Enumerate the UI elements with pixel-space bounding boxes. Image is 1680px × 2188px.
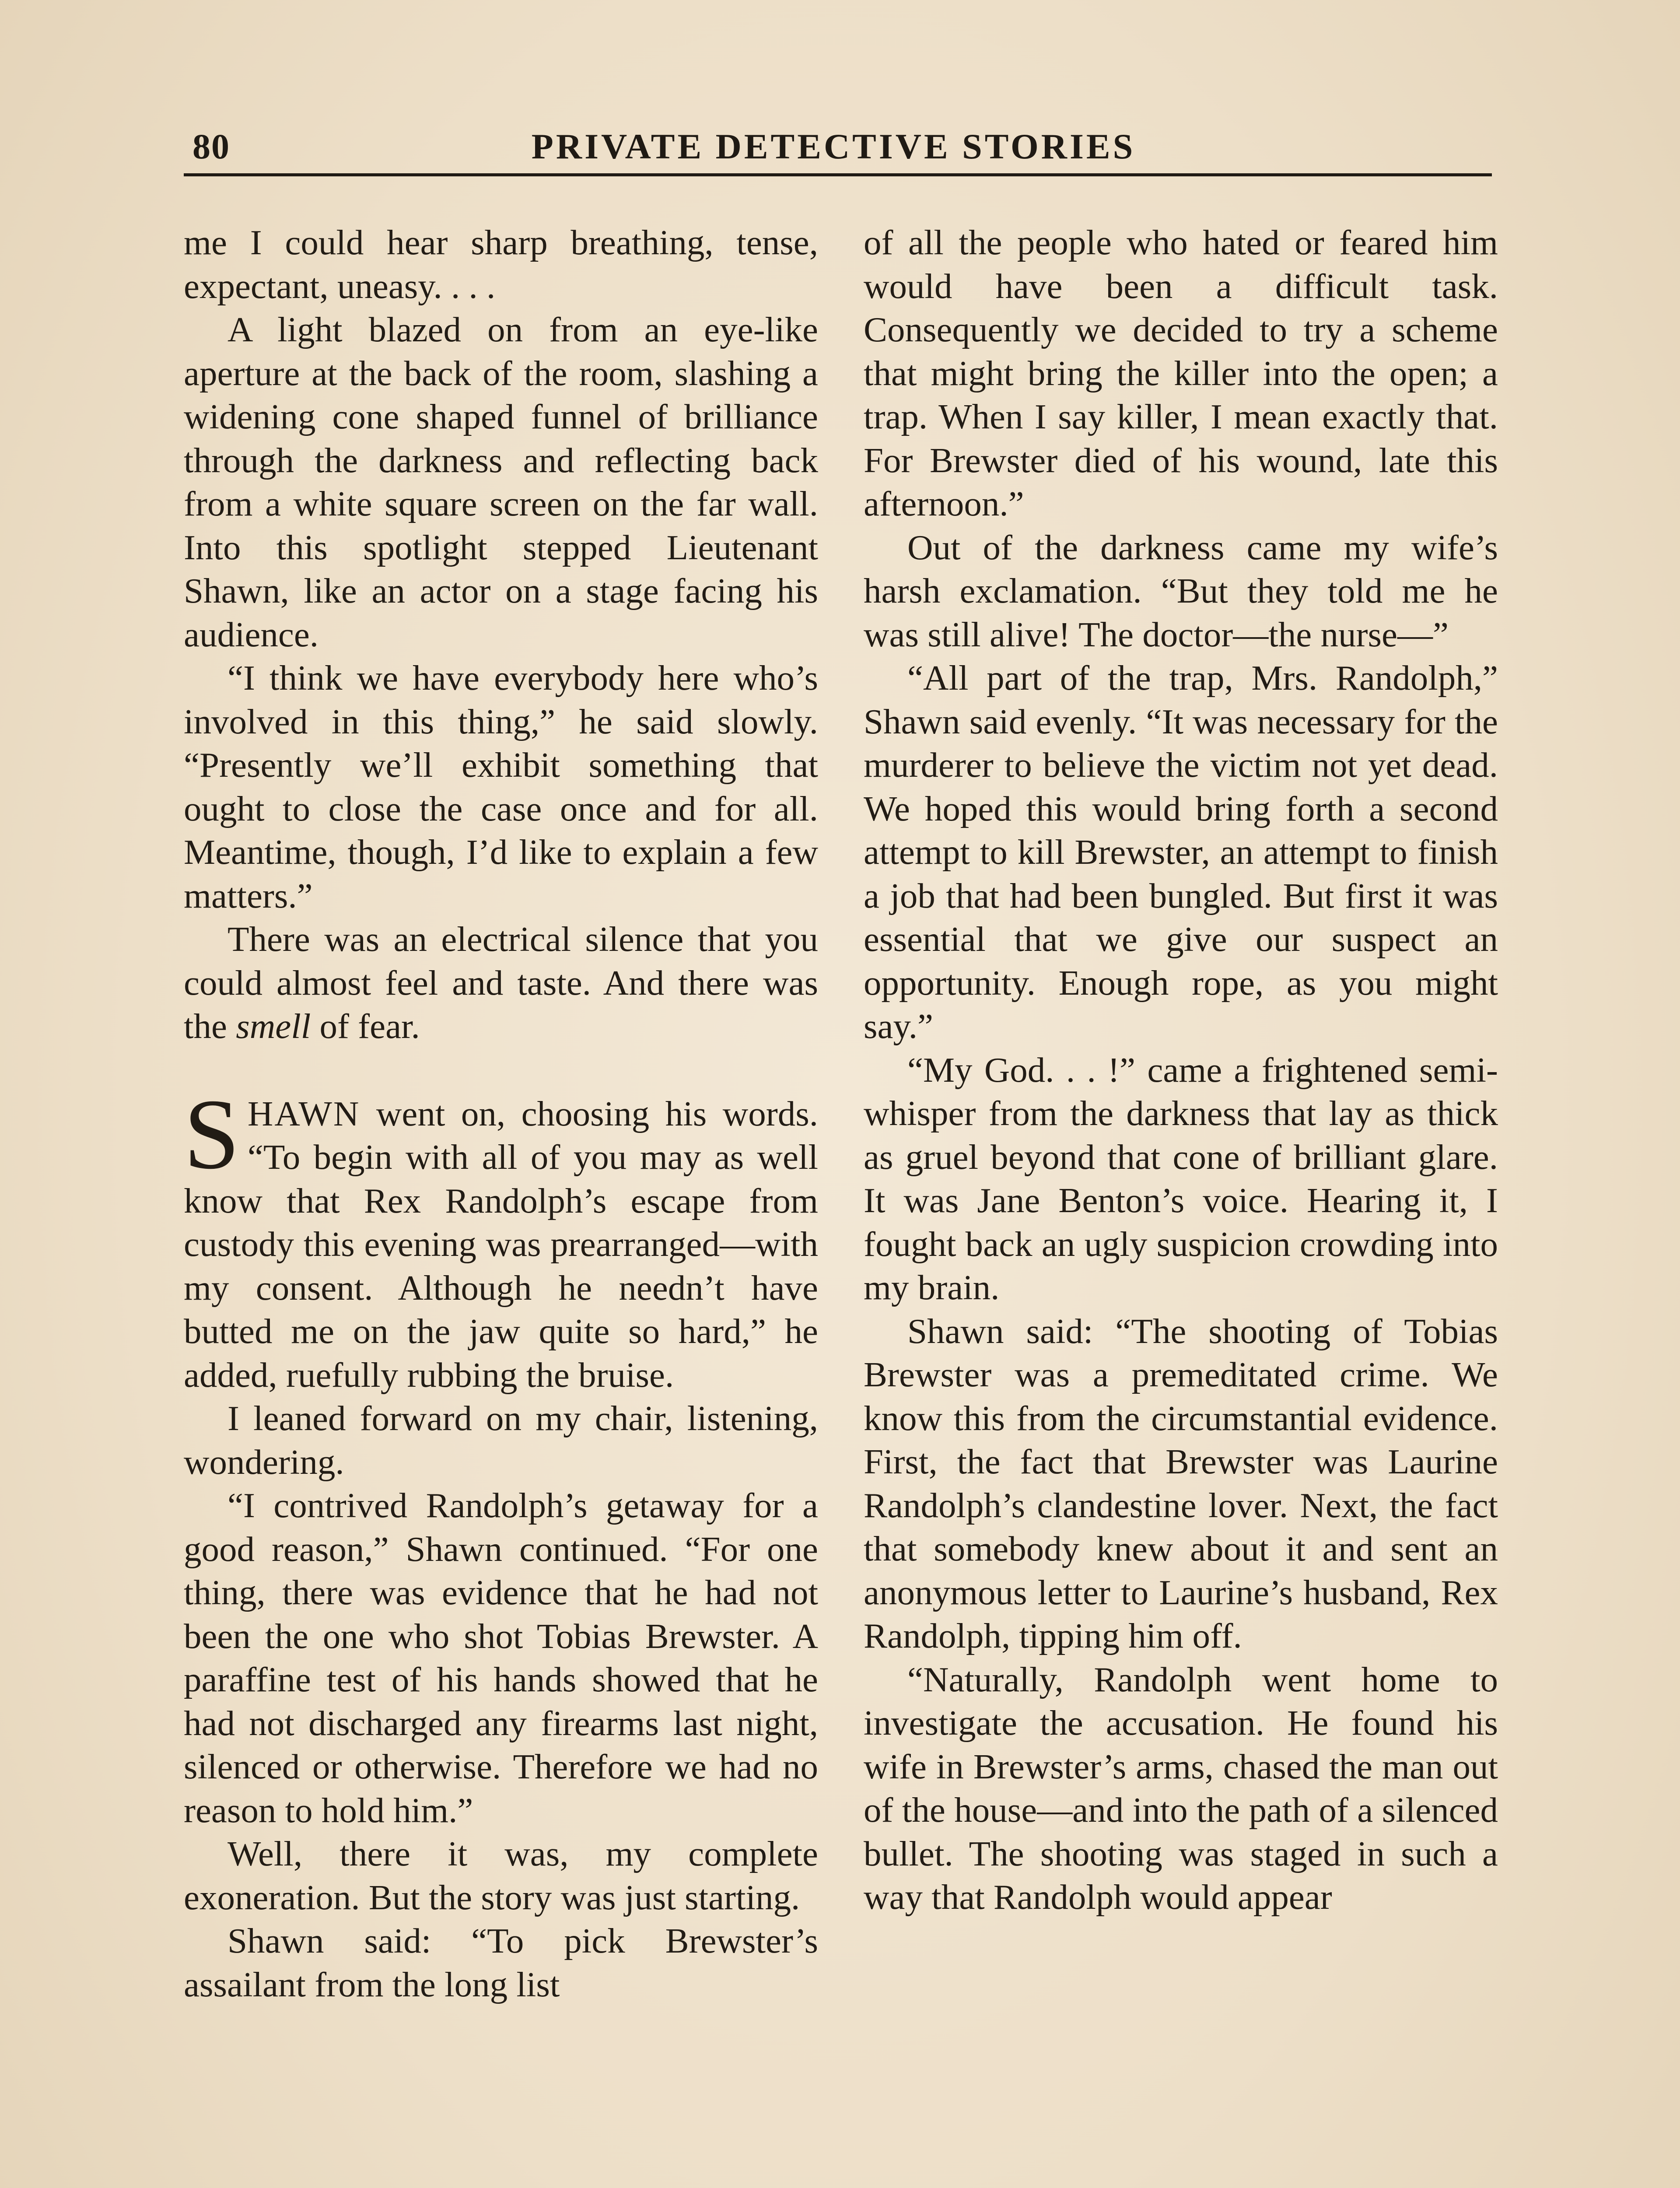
paragraph: Shawn said: “The shooting of Tobias Brewster was a premeditated crime. We know this from the circumstantial evidence. First, the fact that Brewster was Laurine Randolph’s clandestine lover. Next, the fact that somebody knew about it and sent an anonymous letter to Laurine’s husband, Rex Randolph, tipping him off. bbox=[864, 1311, 1498, 1655]
header-rule bbox=[184, 173, 1492, 176]
text-run: of fear. bbox=[311, 1006, 420, 1046]
paragraph: Shawn said: “To pick Brewster’s assailant from the long list bbox=[184, 1921, 818, 2004]
right-column bbox=[864, 221, 1498, 1919]
paragraph: “All part of the trap, Mrs. Randolph,” Shawn said evenly. “It was necessary for the murderer to believe the victim not yet dead. We hoped this would bring forth a second attempt to kill Brewster, an attempt to finish a job that had been bungled. But first it was essential that we give our suspect an opportunity. Enough rope, as you might say.” bbox=[864, 658, 1498, 1046]
text-run: There was an electrical silence that you could almost feel and taste. And there was the bbox=[184, 919, 818, 1046]
paragraph bbox=[184, 918, 818, 1048]
paragraph: I leaned forward on my chair, listening, wondering. bbox=[184, 1399, 818, 1482]
paragraph: of all the people who hated or feared him would have been a difficult task. Consequently we decided to try a scheme that might bring the killer into the open; a trap. When I say killer, I mean exactly that. For Brewster died of his wound, late this afternoon.” bbox=[864, 223, 1498, 523]
paragraph: me I could hear sharp breathing, tense, expectant, uneasy. . . . bbox=[184, 223, 818, 306]
paragraph: “My God. . . !” came a frightened semi-whisper from the darkness that lay as thick as gruel beyond that cone of brilliant glare. It was Jane Benton’s voice. Hearing it, I fought back an ugly suspicion crowding into my brain. bbox=[864, 1050, 1498, 1307]
paragraph: Well, there it was, my complete exoneration. But the story was just starting. bbox=[184, 1834, 818, 1917]
section-opening-paragraph bbox=[184, 1078, 818, 1397]
left-column bbox=[184, 221, 818, 2006]
paragraph: “I contrived Randolph’s getaway for a good reason,” Shawn continued. “For one thing, there was evidence that he had not been the one who shot Tobias Brewster. A paraffine test of his hands showed that he had not discharged any firearms last night, silenced or otherwise. Therefore we had no reason to hold him.” bbox=[184, 1486, 818, 1830]
running-head: PRIVATE DETECTIVE STORIES bbox=[531, 126, 1136, 166]
page-number: 80 bbox=[192, 126, 230, 166]
paragraph: Out of the darkness came my wife’s harsh exclamation. “But they told me he was still alive! The doctor—the nurse—” bbox=[864, 527, 1498, 654]
drop-cap: S bbox=[184, 1078, 240, 1190]
paragraph: “Naturally, Randolph went home to investigate the accusation. He found his wife in Brewster’s arms, chased the man out of the house—and into the path of a silenced bullet. The shooting was staged in such a way that Randolph would appear bbox=[864, 1659, 1498, 1917]
small-caps-word: HAWN bbox=[247, 1094, 360, 1133]
italic-word: smell bbox=[236, 1006, 311, 1046]
paragraph: A light blazed on from an eye-like aperture at the back of the room, slashing a widening cone shaped funnel of brilliance through the darkness and reflecting back from a white square screen on the far wall. Into this spotlight stepped Lieutenant Shawn, like an actor on a stage facing his audience. bbox=[184, 310, 818, 654]
paragraph: “I think we have everybody here who’s involved in this thing,” he said slowly. “Presently we’ll exhibit something that ought to close the case once and for all. Meantime, though, I’d like to explain a few matters.” bbox=[184, 658, 818, 915]
text-run: went on, choosing his words. “To begin with all of you may as well know that Rex Randolph’s escape from custody this evening was prearranged—with my consent. Although he needn’t have butted me on the jaw quite so hard,” he added, ruefully rubbing the bruise. bbox=[184, 1094, 818, 1395]
page-header bbox=[175, 118, 1492, 171]
